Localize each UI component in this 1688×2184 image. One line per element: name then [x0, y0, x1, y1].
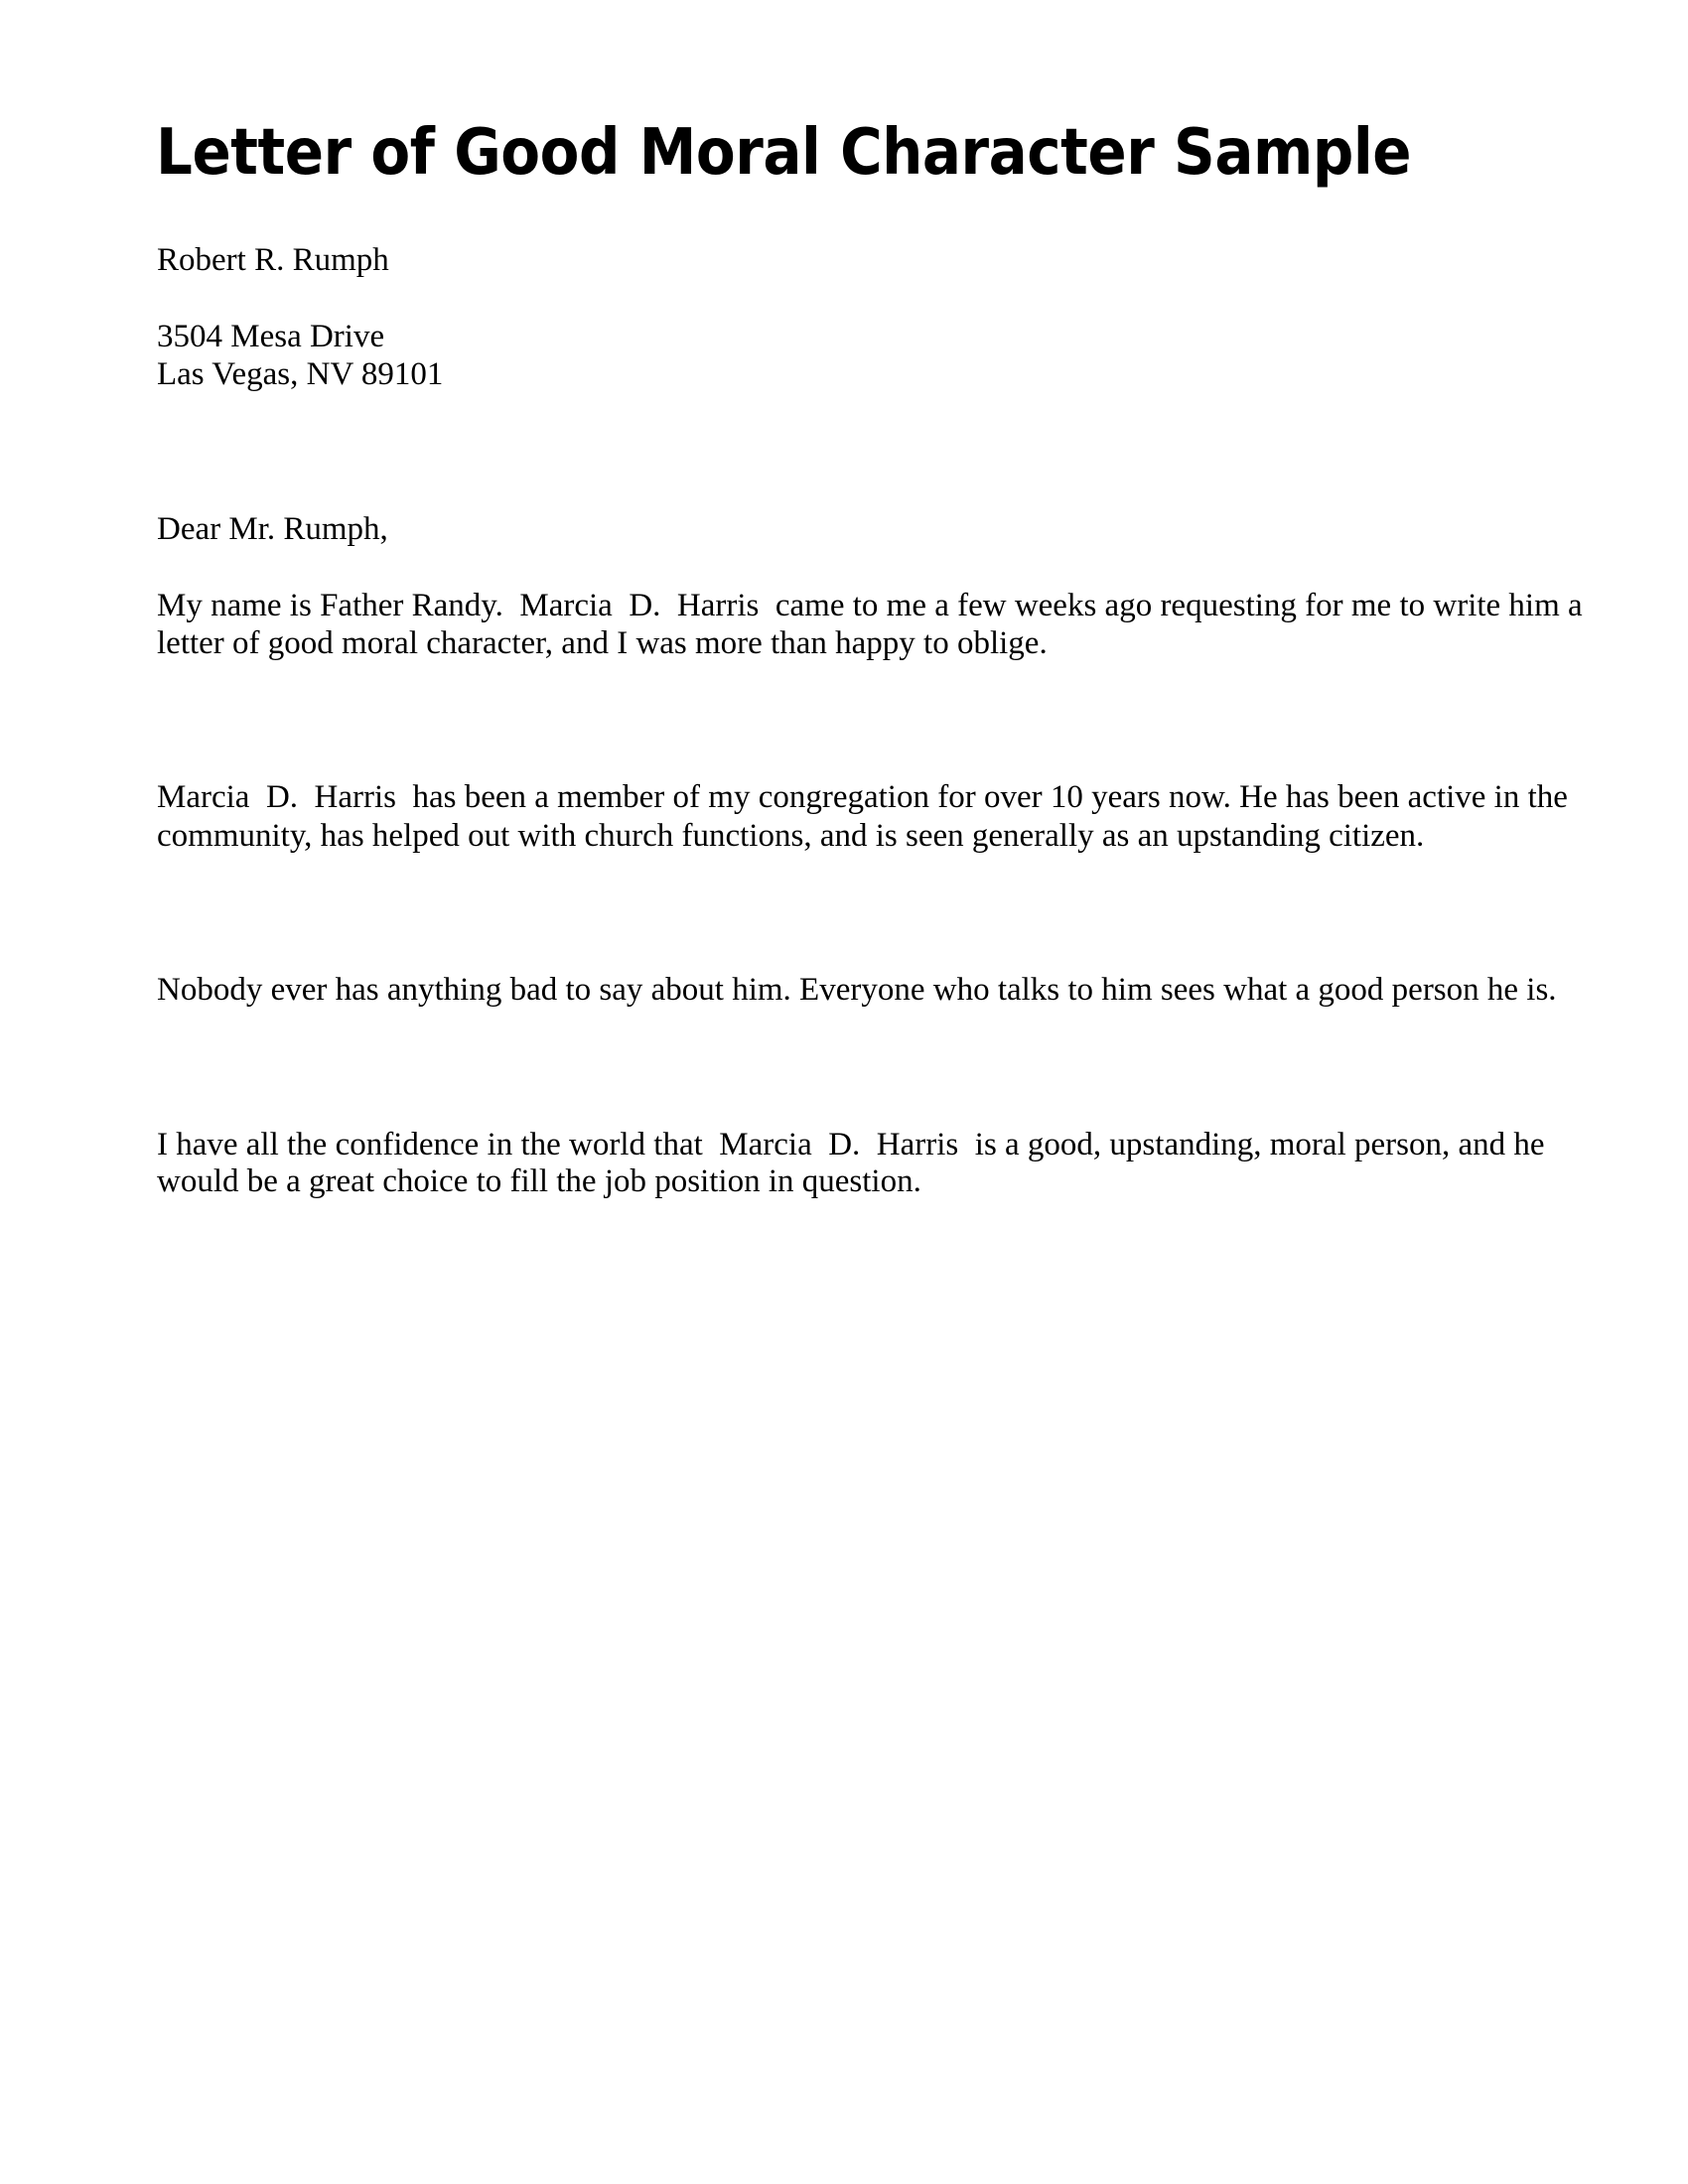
recipient-name: Robert R. Rumph	[157, 242, 389, 278]
page-title: Letter of Good Moral Character Sample	[156, 116, 1412, 190]
address-line-2: Las Vegas, NV 89101	[157, 356, 444, 392]
paragraph-line: I have all the confidence in the world that Marcia D. Harris is a good, upstanding, moral person, and he	[157, 1127, 1545, 1162]
paragraph-line: would be a great choice to fill the job position in question.	[157, 1163, 921, 1199]
paragraph-line: Nobody ever has anything bad to say about him. Everyone who talks to him sees what a good person he is.	[157, 972, 1557, 1008]
paragraph-line: My name is Father Randy. Marcia D. Harris came to me a few weeks ago requesting for me to write him a	[157, 588, 1583, 623]
paragraph-line: community, has helped out with church functions, and is seen generally as an upstanding citizen.	[157, 818, 1425, 854]
paragraph-line: Marcia D. Harris has been a member of my congregation for over 10 years now. He has been active in the	[157, 779, 1568, 815]
paragraph-line: letter of good moral character, and I was more than happy to oblige.	[157, 625, 1048, 661]
salutation: Dear Mr. Rumph,	[157, 511, 388, 547]
address-line-1: 3504 Mesa Drive	[157, 319, 385, 354]
